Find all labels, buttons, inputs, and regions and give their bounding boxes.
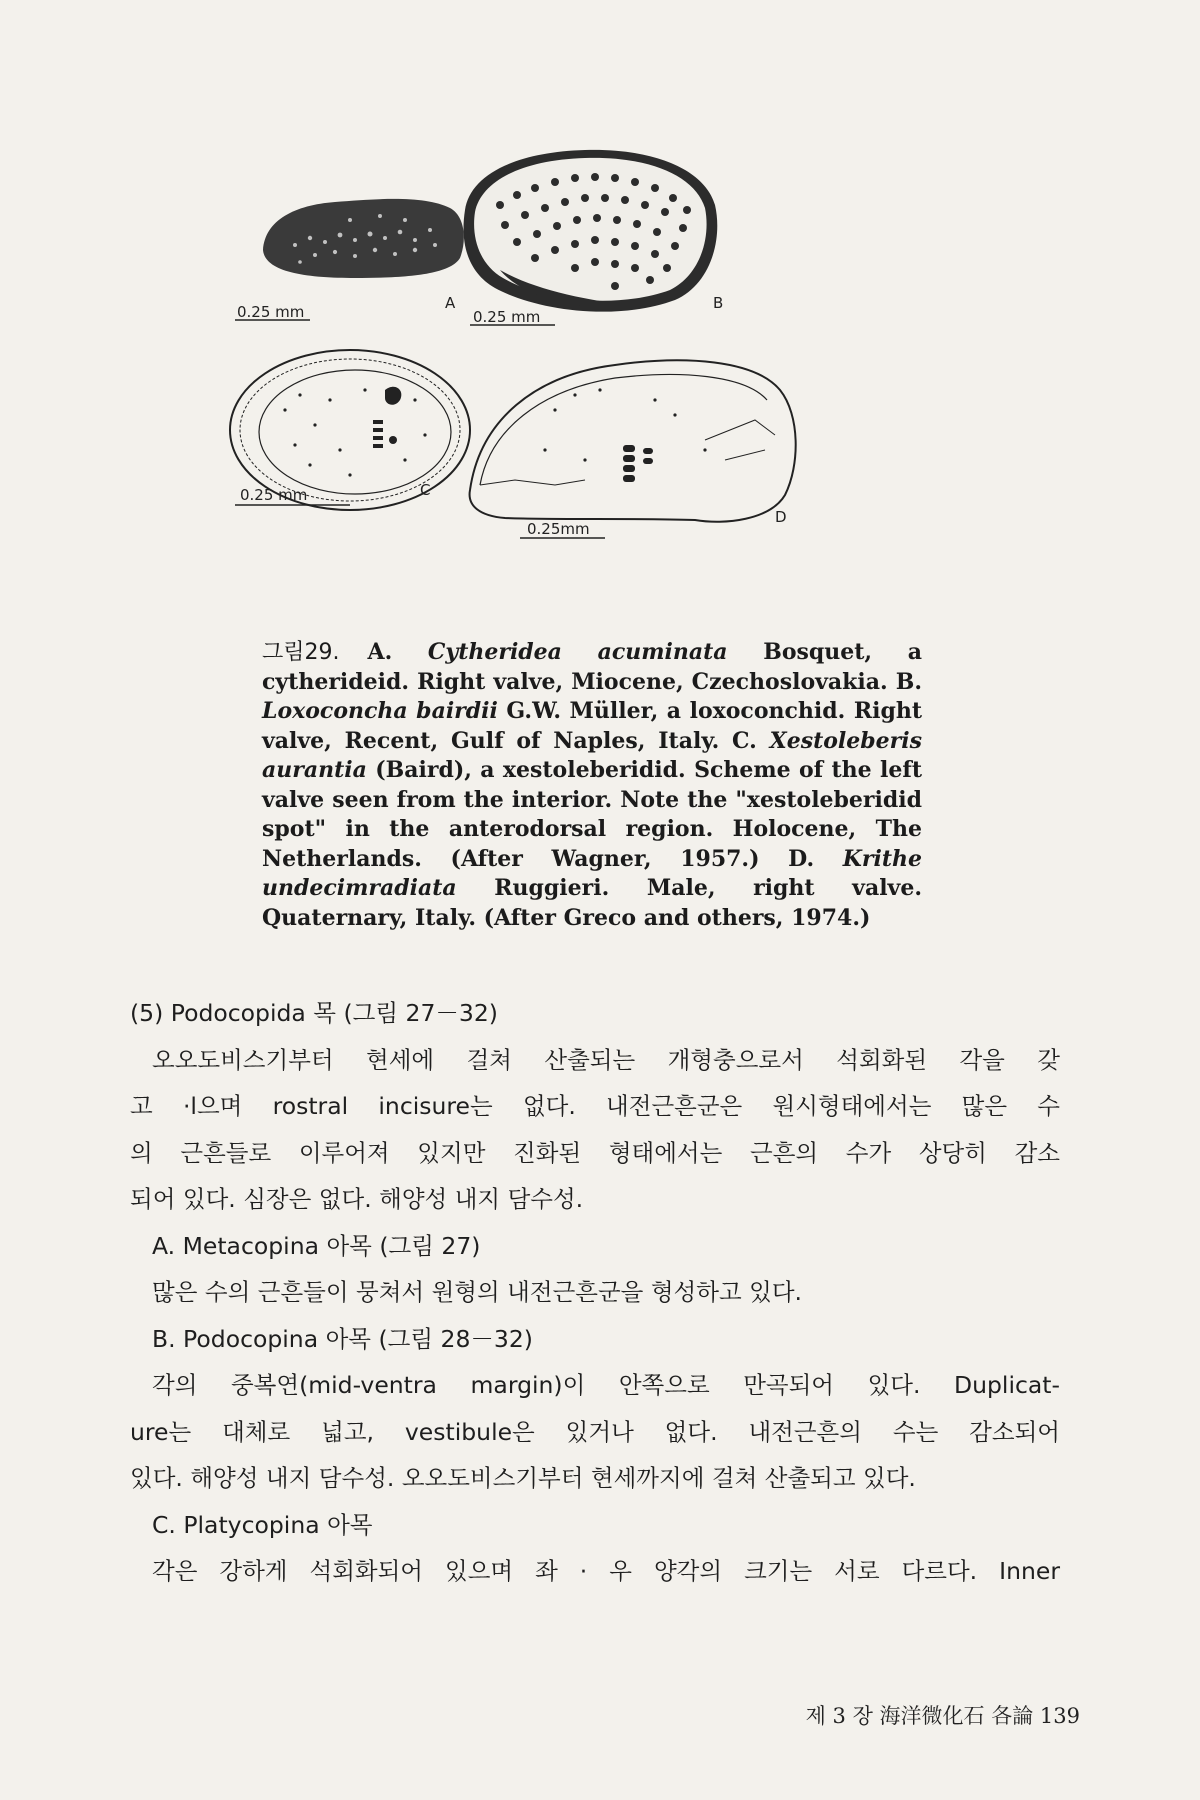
caption-taxon-4: Krithe undecimradiata (262, 845, 922, 901)
scale-label-b: 0.25 mm (473, 308, 541, 326)
scale-label-d: 0.25mm (527, 520, 590, 538)
panel-letter-c: C (420, 481, 431, 499)
specimen-b-drawing (464, 150, 718, 312)
subheading-podocopina: B. Podocopina 아목 (그림 28－32) (152, 1324, 533, 1353)
figure-number: 그림29. (262, 640, 340, 665)
panel-letter-a: A (445, 294, 456, 312)
figure-drawing (237, 150, 955, 630)
body-line-5: 되어 있다. 심장은 없다. 해양성 내지 담수성. (130, 1185, 584, 1213)
scale-label-a: 0.25 mm (237, 303, 305, 321)
body-line-4: 의 근흔들로 이루어져 있지만 진화된 형태에서는 근흔의 수가 상당히 감소 (130, 1138, 1060, 1167)
body-line-3: 고 ·l으며 rostral incisure는 없다. 내전근흔군은 원시형태에서는 많은 수 (130, 1092, 1060, 1120)
specimen-a-drawing (263, 199, 464, 278)
caption-text-1: A. (367, 639, 428, 665)
section-heading-podocopida: (5) Podocopida 목 (그림 27－32) (130, 999, 498, 1027)
ostracod-figure (237, 150, 955, 630)
caption-text-2: Bosquet, a cytherideid. Right valve, Miocene, Czechoslovakia. B. (262, 639, 923, 695)
caption-taxon-2: Loxoconcha bairdii (262, 698, 498, 724)
subheading-metacopina: A. Metacopina 아목 (그림 27) (152, 1231, 481, 1260)
caption-text-4: (Baird), a xestoleberidid. Scheme of the left valve seen from the interior. Note the "xestoleberidid spot" in the anterodorsal region. Holocene, The Netherlands. (After Wagner, 1957.) D. (262, 757, 922, 872)
caption-text-3: G.W. Müller, a loxoconchid. Right valve, Recent, Gulf of Naples, Italy. C. (262, 698, 922, 754)
scale-label-c: 0.25 mm (240, 486, 308, 504)
subheading-platycopina: C. Platycopina 아목 (152, 1510, 373, 1539)
caption-taxon-3: Xestoleberis aurantia (262, 727, 922, 783)
body-line-11: 있다. 해양성 내지 담수성. 오오도비스기부터 현세까지에 걸쳐 산출되고 있다. (130, 1464, 916, 1492)
body-text (130, 990, 1060, 1595)
panel-letter-d: D (775, 508, 787, 526)
body-line-10: ure는 대체로 넓고, vestibule은 있거나 없다. 내전근흔의 수는 감소되어 (130, 1417, 1060, 1446)
body-line-13: 각은 강하게 석회화되어 있으며 좌 · 우 양각의 크기는 서로 다르다. Inner (152, 1557, 1060, 1585)
body-line-9: 각의 중복연(mid-ventra margin)이 안쪽으로 만곡되어 있다. Duplicat- (152, 1371, 1060, 1399)
body-line-7: 많은 수의 근흔들이 뭉쳐서 원형의 내전근흔군을 형성하고 있다. (152, 1278, 802, 1306)
body-line-2: 오오도비스기부터 현세에 걸쳐 산출되는 개형충으로서 석회화된 각을 갖 (152, 1045, 1060, 1074)
figure-caption (262, 638, 922, 933)
caption-text-5: Ruggieri. Male, right valve. Quaternary, Italy. (After Greco and others, 1974.) (262, 875, 922, 931)
specimen-d-drawing (470, 360, 796, 521)
page-footer: 제 3 장 海洋微化石 各論 139 (805, 1704, 1080, 1728)
caption-taxon-1: Cytheridea acuminata (427, 639, 728, 665)
panel-letter-b: B (713, 294, 724, 312)
